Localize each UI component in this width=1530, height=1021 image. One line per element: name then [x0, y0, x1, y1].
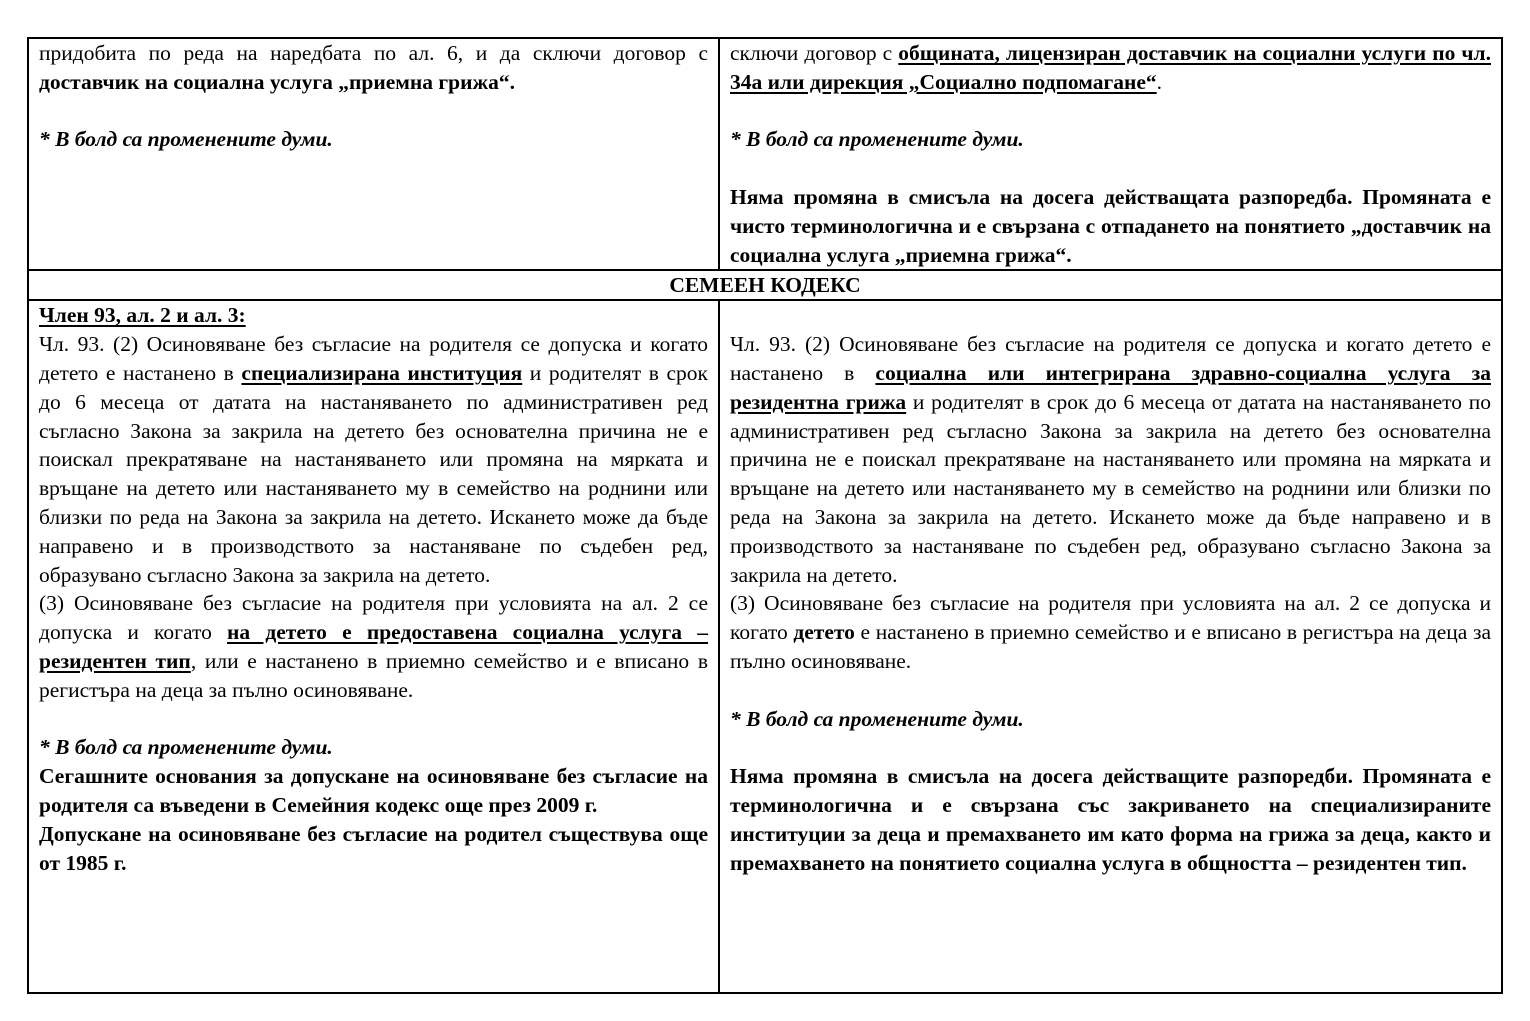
text-bold-underlined: специализирана институция: [241, 360, 523, 385]
text-plain: , или е настанено в приемно семейство и е вписано в регистъра на деца за пълно осиновяване.: [39, 648, 708, 702]
paragraph-3: [39, 589, 708, 704]
table-row: [28, 38, 1502, 270]
text-bold-underlined: общината, лицензиран доставчик на социални услуги по чл. 34а или дирекция „Социално подпомагане“: [730, 41, 1491, 94]
bottom-left-cell: [28, 300, 719, 993]
comment-text: Няма промяна в смисъла на досега действащата разпоредба. Промяната е чисто терминологична и е свързана с отпадането на понятието „доставчик на социална услуга „приемна грижа“.: [730, 184, 1491, 267]
top-right-cell: [719, 38, 1502, 270]
paragraph-3: [730, 589, 1491, 675]
comment-text: Сегашните основания за допускане на осиновяване без съгласие на родителя са въведени в Семейния кодекс още през 2009 г.: [39, 764, 708, 817]
changed-words-note: * В болд са променените думи.: [730, 127, 1024, 152]
text-plain: Чл. 93. (2) Осиновяване без съгласие на родителя се допуска и когато детето е настанено в: [39, 332, 708, 385]
text-plain: и родителят в срок до 6 месеца от датата на настаняването по административен ред съгласно Закона за закрила на детето без основателна причина не е поискал прекратяване на настаняването или промяна на мярката и връщане на детето или настаняването му в семейство на роднини или близки по реда на Закона за закрила на детето. Искането може да бъде направено и в производството за настаняване по съдебен ред, образувано съгласно Закона за закрила на детето.: [39, 360, 708, 587]
text-plain: придобита по реда на наредбата по ал. 6, и да сключи договор с: [39, 41, 708, 65]
text-bold: детето: [793, 620, 855, 645]
top-left-cell: [28, 38, 719, 270]
paragraph-2: [39, 330, 708, 589]
comparison-table: [27, 37, 1503, 994]
changed-words-note: * В болд са променените думи.: [39, 127, 333, 152]
table-row: [28, 270, 1502, 300]
top-right-text: [730, 39, 1491, 97]
text-bold: доставчик на социална услуга „приемна грижа“: [39, 69, 510, 94]
text-end: .: [1156, 69, 1163, 94]
text-end: .: [509, 69, 515, 94]
text-plain: и родителят в срок до 6 месеца от датата на настаняването по административен ред съгласно Закона за закрила на детето без основателна причина не е поискал прекратяване на настаняването или промяна на мярката и връщане на детето или настаняването му в семейство на роднини или близки по реда на Закона за закрила на детето. Искането може да бъде направено и в производството за настаняване по съдебен ред, образувано съгласно Закона за закрила на детето.: [730, 389, 1491, 587]
text-bold-underlined: на детето е предоставена социална услуга – резидентен тип: [39, 620, 708, 673]
changed-words-note: * В болд са променените думи.: [730, 706, 1024, 731]
section-heading: СЕМЕЕН КОДЕКС: [28, 270, 1502, 300]
bottom-right-cell: [719, 300, 1502, 993]
text-plain: (3) Осиновяване без съгласие на родителя при условията на ал. 2 се допуска и когато: [39, 591, 708, 645]
table-row: [28, 300, 1502, 993]
text-plain: сключи договор с: [730, 41, 899, 65]
paragraph-2: [730, 330, 1491, 589]
text-plain: (3) Осиновяване без съгласие на родителя при условията на ал. 2 се допуска и когато: [730, 591, 1491, 645]
comment-text: Допускане на осиновяване без съгласие на родител съществува още от 1985 г.: [39, 821, 708, 875]
comment-text: Няма промяна в смисъла на досега действащите разпоредби. Промяната е терминологична и е свързана със закриването на специализираните институции за деца и премахването им като форма на грижа за деца, както и премахването на понятието социална услуга в общността – резидентен тип.: [730, 764, 1491, 875]
text-bold-underlined: социална или интегрирана здравно-социална услуга за резидентна грижа: [730, 360, 1491, 414]
text-plain: Чл. 93. (2) Осиновяване без съгласие на родителя се допуска и когато детето е настанено в: [730, 332, 1491, 385]
article-heading: Член 93, ал. 2 и ал. 3:: [39, 303, 246, 328]
text-plain: е настанено в приемно семейство и е вписано в регистъра на деца за пълно осиновяване.: [730, 620, 1491, 673]
top-left-text: [39, 39, 708, 97]
changed-words-note: * В болд са променените думи.: [39, 735, 333, 760]
